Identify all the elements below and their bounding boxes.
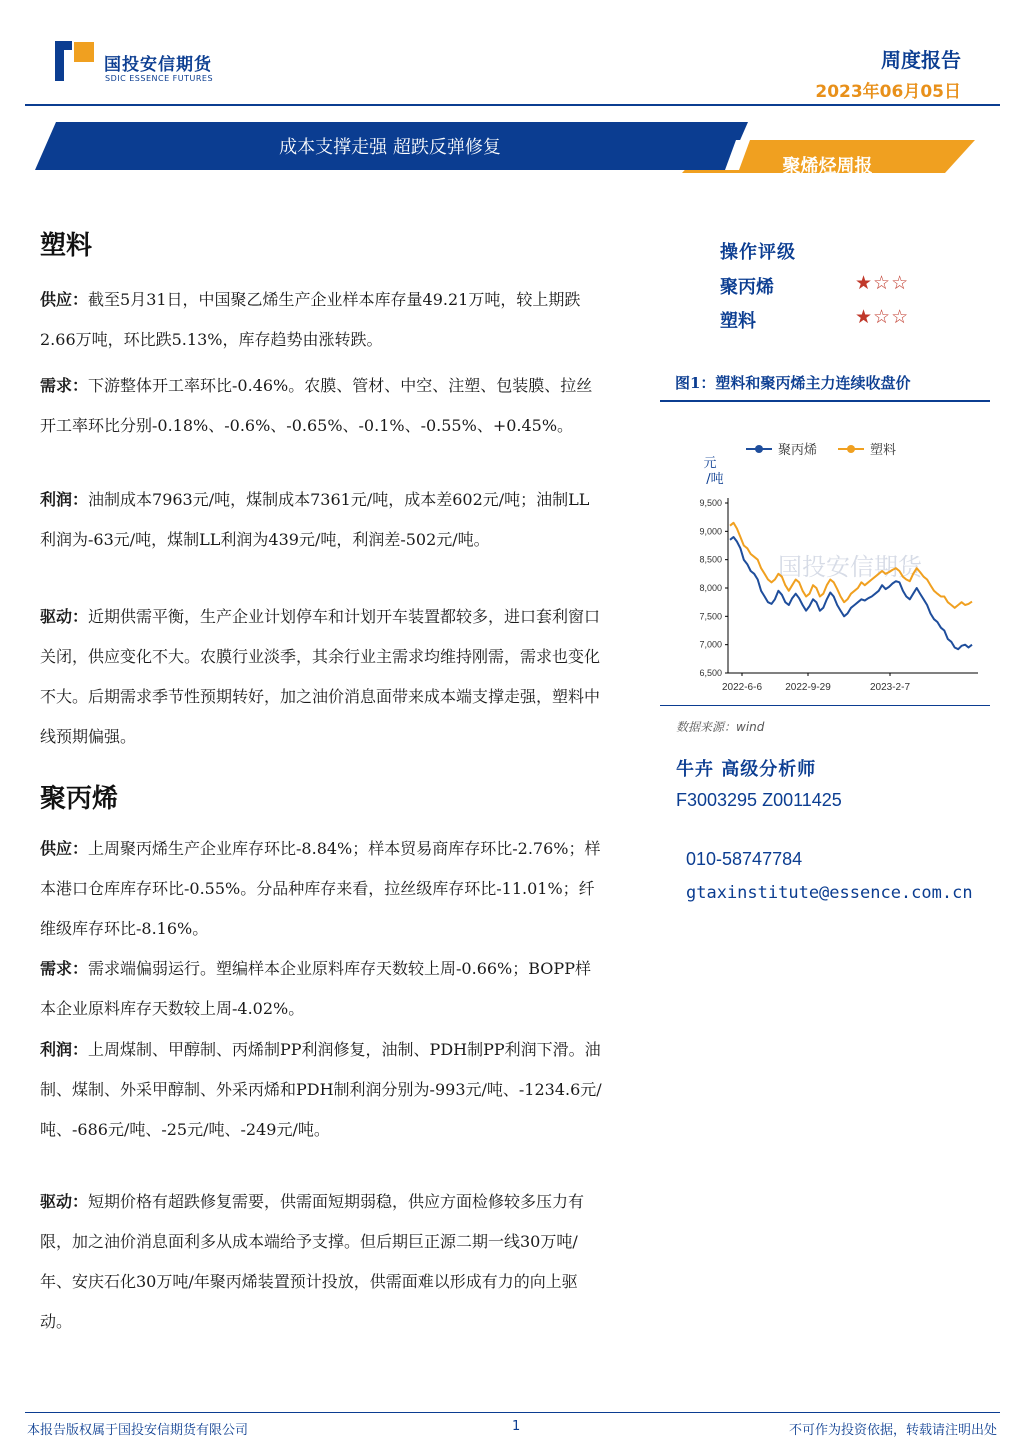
para-text: 短期价格有超跌修复需要，供需面短期弱稳，供应方面检修较多压力有限，加之油价消息面利多从成本端给予支撑。但后期巨正源二期一线30万吨/年、安庆石化30万吨/年聚丙烯装置预计投放，供需面难以形成有力的向上驱动。 bbox=[40, 1192, 585, 1331]
para-key: 供应： bbox=[40, 290, 89, 309]
report-date: 2023年06月05日 bbox=[815, 82, 961, 102]
legend-label: 聚丙烯 bbox=[778, 443, 818, 458]
y-tick-label: 7,500 bbox=[699, 611, 722, 622]
para-text: 截至5月31日，中国聚乙烯生产企业样本库存量49.21万吨，较上期跌2.66万吨，环比跌5.13%，库存趋势由涨转跌。 bbox=[40, 290, 581, 349]
footer-copyright: 本报告版权属于国投安信期货有限公司 bbox=[27, 1423, 249, 1438]
para-key: 驱动： bbox=[40, 1192, 89, 1211]
y-axis-label: 元 bbox=[703, 456, 717, 471]
analyst-phone: 010-58747784 bbox=[686, 849, 803, 869]
pp-driver-paragraph bbox=[40, 1182, 605, 1342]
footer-divider bbox=[25, 1412, 1000, 1413]
analyst-email: gtaxinstitute@essence.com.cn bbox=[686, 883, 973, 903]
footer-disclaimer: 不可作为投资依据，转载请注明出处 bbox=[788, 1423, 997, 1438]
para-text: 需求端偏弱运行。塑编样本企业原料库存天数较上周-0.66%；BOPP样本企业原料库存天数较上周-4.02%。 bbox=[40, 959, 591, 1018]
para-key: 供应： bbox=[40, 839, 89, 858]
star-rating-pp: ★☆☆ bbox=[855, 272, 910, 294]
para-text: 近期供需平衡，生产企业计划停车和计划开车装置都较多，进口套利窗口关闭，供应变化不大。农膜行业淡季，其余行业主需求均维持刚需，需求也变化不大。后期需求季节性预期转好，加之油价消息面带来成本端支撑走强，塑料中线预期偏强。 bbox=[40, 607, 601, 746]
y-tick-label: 7,000 bbox=[699, 639, 722, 650]
para-text: 油制成本7963元/吨，煤制成本7361元/吨，成本差602元/吨；油制LL利润为-63元/吨，煤制LL利润为439元/吨，利润差-502元/吨。 bbox=[40, 490, 590, 549]
para-key: 驱动： bbox=[40, 607, 89, 626]
analyst-cert: F3003295 Z0011425 bbox=[676, 790, 842, 810]
plastic-profit-paragraph bbox=[40, 480, 605, 560]
legend-swatch-dot bbox=[847, 445, 855, 453]
report-type: 周度报告 bbox=[881, 48, 961, 72]
price-line-chart bbox=[660, 405, 990, 705]
logo-subtext: SDIC ESSENCE FUTURES bbox=[105, 74, 214, 83]
pp-demand-paragraph bbox=[40, 949, 605, 1029]
data-source: 数据来源：wind bbox=[676, 720, 765, 734]
para-key: 需求： bbox=[40, 376, 89, 395]
star-rating-plastic: ★☆☆ bbox=[855, 306, 910, 328]
pp-supply-paragraph bbox=[40, 829, 605, 949]
page-number: 1 bbox=[512, 1419, 521, 1434]
report-title: 成本支撑走强 超跌反弹修复 bbox=[279, 137, 501, 158]
section-title-pp: 聚丙烯 bbox=[40, 784, 119, 814]
pp-profit-paragraph bbox=[40, 1030, 605, 1150]
section-title-plastic: 塑料 bbox=[40, 231, 93, 261]
plastic-demand-paragraph bbox=[40, 366, 605, 446]
y-axis-label-cont: /吨 bbox=[706, 472, 724, 487]
rating-heading: 操作评级 bbox=[720, 242, 796, 263]
figure-bottom-rule bbox=[660, 705, 990, 706]
x-tick-label: 2022-6-6 bbox=[721, 682, 763, 693]
logo-mark-icon bbox=[55, 41, 95, 81]
rating-item-pp: 聚丙烯 bbox=[720, 277, 774, 298]
para-key: 需求： bbox=[40, 959, 89, 978]
para-key: 利润： bbox=[40, 1040, 89, 1059]
logo-text: 国投安信期货 bbox=[104, 55, 212, 75]
chart-watermark: 国投安信期货 bbox=[778, 553, 922, 581]
para-text: 上周聚丙烯生产企业库存环比-8.84%；样本贸易商库存环比-2.76%；样本港口仓库库存环比-0.55%。分品种库存来看，拉丝级库存环比-11.01%；纤维级库存环比-8.16%。 bbox=[40, 839, 601, 938]
header-divider bbox=[25, 104, 1000, 106]
plastic-driver-paragraph bbox=[40, 597, 605, 757]
para-text: 上周煤制、甲醇制、丙烯制PP利润修复，油制、PDH制PP利润下滑。油制、煤制、外采甲醇制、外采丙烯和PDH制利润分别为-993元/吨、-1234.6元/吨、-686元/吨、-25元/吨、-249元/吨。 bbox=[40, 1040, 602, 1139]
analyst-name: 牛卉 高级分析师 bbox=[676, 759, 817, 780]
legend-swatch-dot bbox=[755, 445, 763, 453]
para-key: 利润： bbox=[40, 490, 89, 509]
y-tick-label: 8,500 bbox=[699, 554, 722, 565]
rating-item-plastic: 塑料 bbox=[720, 311, 756, 332]
figure-title: 图1：塑料和聚丙烯主力连续收盘价 bbox=[675, 374, 911, 392]
x-tick-label: 2022-9-29 bbox=[785, 682, 831, 693]
y-tick-label: 8,000 bbox=[699, 583, 722, 593]
figure-top-rule bbox=[660, 400, 990, 402]
report-series-tag: 聚烯烃周报 bbox=[782, 156, 873, 177]
plastic-supply-paragraph bbox=[40, 280, 605, 360]
legend-label: 塑料 bbox=[870, 443, 897, 458]
y-tick-label: 6,500 bbox=[699, 668, 722, 678]
y-tick-label: 9,000 bbox=[699, 526, 722, 537]
para-text: 下游整体开工率环比-0.46%。农膜、管材、中空、注塑、包装膜、拉丝开工率环比分别-0.18%、-0.6%、-0.65%、-0.1%、-0.55%、+0.45%。 bbox=[40, 376, 593, 435]
y-tick-label: 9,500 bbox=[699, 498, 722, 508]
x-tick-label: 2023-2-7 bbox=[869, 682, 911, 693]
